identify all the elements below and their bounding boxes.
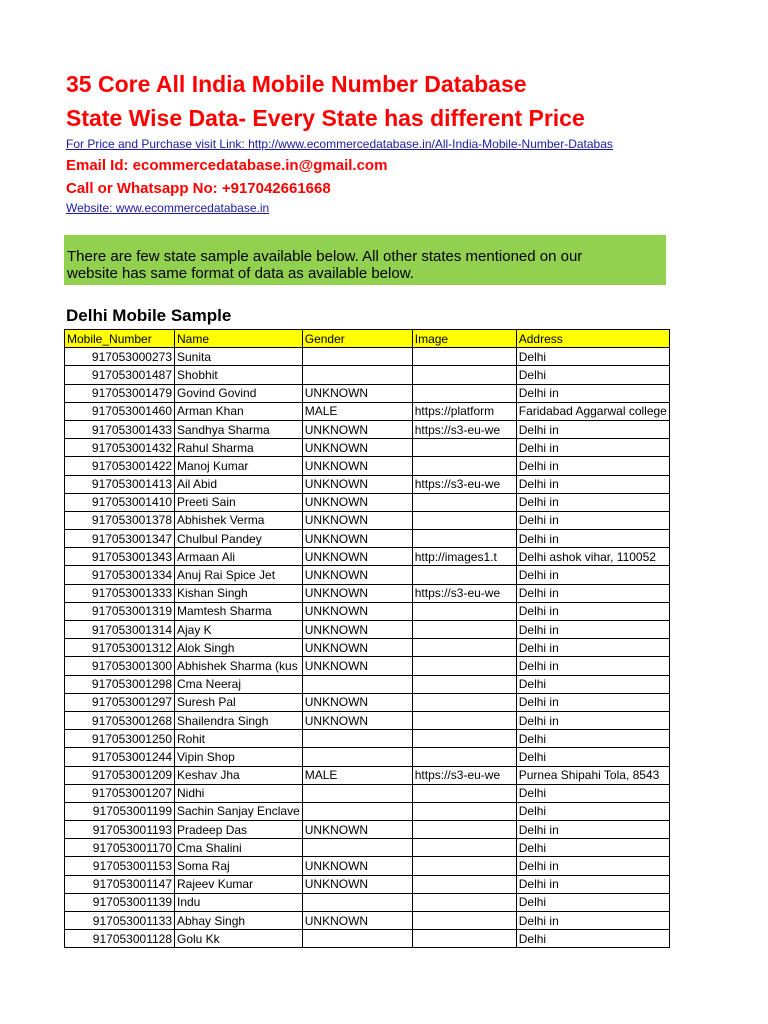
- address-cell: Delhi in: [516, 657, 669, 675]
- gender-cell: UNKNOWN: [302, 602, 412, 620]
- address-cell: Delhi: [516, 366, 669, 384]
- name-cell: Kishan Singh: [175, 584, 303, 602]
- address-cell: Delhi: [516, 748, 669, 766]
- name-cell: Vipin Shop: [175, 748, 303, 766]
- notice-line-1: There are few state sample available below. All other states mentioned on our: [67, 248, 583, 265]
- mobile-number-cell: 917053001487: [65, 366, 175, 384]
- gender-cell: UNKNOWN: [302, 639, 412, 657]
- table-row: [65, 802, 670, 820]
- gender-cell: UNKNOWN: [302, 693, 412, 711]
- gender-cell: [302, 730, 412, 748]
- table-row: [65, 348, 670, 366]
- gender-cell: UNKNOWN: [302, 493, 412, 511]
- name-cell: Mamtesh Sharma: [175, 602, 303, 620]
- table-row: [65, 912, 670, 930]
- address-cell: Faridabad Aggarwal college: [516, 402, 669, 420]
- section-title: Delhi Mobile Sample: [66, 306, 232, 325]
- name-cell: Arman Khan: [175, 402, 303, 420]
- table-row: [65, 566, 670, 584]
- name-cell: Cma Shalini: [175, 839, 303, 857]
- gender-cell: UNKNOWN: [302, 475, 412, 493]
- table-row: [65, 548, 670, 566]
- image-cell: [412, 821, 516, 839]
- table-row: [65, 693, 670, 711]
- table-row: [65, 639, 670, 657]
- address-cell: Delhi in: [516, 530, 669, 548]
- address-cell: Delhi: [516, 893, 669, 911]
- gender-cell: UNKNOWN: [302, 711, 412, 729]
- gender-cell: UNKNOWN: [302, 384, 412, 402]
- sample-data-table: [64, 329, 670, 948]
- address-cell: Delhi in: [516, 857, 669, 875]
- table-row: [65, 711, 670, 729]
- mobile-number-cell: 917053001413: [65, 475, 175, 493]
- table-row: [65, 675, 670, 693]
- image-cell: https://s3-eu-we: [412, 420, 516, 438]
- image-cell: [412, 912, 516, 930]
- address-cell: Delhi in: [516, 602, 669, 620]
- table-row: [65, 784, 670, 802]
- image-cell: [412, 857, 516, 875]
- table-row: [65, 657, 670, 675]
- mobile-number-cell: 917053001250: [65, 730, 175, 748]
- gender-cell: UNKNOWN: [302, 621, 412, 639]
- gender-cell: UNKNOWN: [302, 457, 412, 475]
- page-subtitle: State Wise Data- Every State has different Price: [66, 105, 585, 131]
- mobile-number-cell: 917053001268: [65, 711, 175, 729]
- gender-cell: [302, 366, 412, 384]
- mobile-number-cell: 917053001319: [65, 602, 175, 620]
- image-cell: [412, 675, 516, 693]
- mobile-number-cell: 917053001333: [65, 584, 175, 602]
- mobile-number-cell: 917053001199: [65, 802, 175, 820]
- name-cell: Shailendra Singh: [175, 711, 303, 729]
- mobile-number-cell: 917053001410: [65, 493, 175, 511]
- table-row: [65, 857, 670, 875]
- mobile-number-cell: 917053001139: [65, 893, 175, 911]
- mobile-number-cell: 917053001334: [65, 566, 175, 584]
- mobile-number-cell: 917053001244: [65, 748, 175, 766]
- gender-cell: [302, 893, 412, 911]
- table-row: [65, 839, 670, 857]
- image-cell: [412, 639, 516, 657]
- address-cell: Delhi in: [516, 493, 669, 511]
- gender-cell: UNKNOWN: [302, 439, 412, 457]
- name-cell: Suresh Pal: [175, 693, 303, 711]
- name-cell: Armaan Ali: [175, 548, 303, 566]
- table-row: [65, 602, 670, 620]
- name-cell: Cma Neeraj: [175, 675, 303, 693]
- mobile-number-cell: 917053001479: [65, 384, 175, 402]
- gender-cell: UNKNOWN: [302, 420, 412, 438]
- address-cell: Delhi: [516, 802, 669, 820]
- table-row: [65, 493, 670, 511]
- price-purchase-link[interactable]: For Price and Purchase visit Link: http://www.ecommercedatabase.in/All-India-Mobile-Number-Databas: [66, 137, 613, 151]
- image-cell: [412, 875, 516, 893]
- table-header-row: [65, 330, 670, 348]
- image-cell: [412, 802, 516, 820]
- table-row: [65, 420, 670, 438]
- image-cell: [412, 621, 516, 639]
- column-header-image: Image: [412, 330, 516, 348]
- name-cell: Alok Singh: [175, 639, 303, 657]
- gender-cell: [302, 675, 412, 693]
- address-cell: Delhi in: [516, 584, 669, 602]
- image-cell: http://images1.t: [412, 548, 516, 566]
- table-row: [65, 821, 670, 839]
- mobile-number-cell: 917053001300: [65, 657, 175, 675]
- table-row: [65, 893, 670, 911]
- gender-cell: [302, 784, 412, 802]
- name-cell: Anuj Rai Spice Jet: [175, 566, 303, 584]
- notice-banner: [64, 235, 666, 285]
- page-title: 35 Core All India Mobile Number Database: [66, 71, 527, 97]
- gender-cell: [302, 839, 412, 857]
- name-cell: Nidhi: [175, 784, 303, 802]
- table-row: [65, 730, 670, 748]
- gender-cell: UNKNOWN: [302, 821, 412, 839]
- gender-cell: UNKNOWN: [302, 875, 412, 893]
- mobile-number-cell: 917053001133: [65, 912, 175, 930]
- mobile-number-cell: 917053001347: [65, 530, 175, 548]
- name-cell: Preeti Sain: [175, 493, 303, 511]
- column-header-gender: Gender: [302, 330, 412, 348]
- gender-cell: MALE: [302, 402, 412, 420]
- address-cell: Delhi in: [516, 384, 669, 402]
- mobile-number-cell: 917053001314: [65, 621, 175, 639]
- mobile-number-cell: 917053000273: [65, 348, 175, 366]
- gender-cell: UNKNOWN: [302, 548, 412, 566]
- address-cell: Delhi: [516, 348, 669, 366]
- website-link[interactable]: Website: www.ecommercedatabase.in: [66, 201, 270, 215]
- image-cell: [412, 511, 516, 529]
- address-cell: Delhi in: [516, 621, 669, 639]
- gender-cell: [302, 348, 412, 366]
- name-cell: Manoj Kumar: [175, 457, 303, 475]
- table-row: [65, 457, 670, 475]
- image-cell: [412, 930, 516, 948]
- address-cell: Delhi in: [516, 639, 669, 657]
- image-cell: [412, 748, 516, 766]
- gender-cell: [302, 930, 412, 948]
- image-cell: [412, 384, 516, 402]
- gender-cell: UNKNOWN: [302, 511, 412, 529]
- table-row: [65, 748, 670, 766]
- address-cell: Delhi in: [516, 875, 669, 893]
- mobile-number-cell: 917053001297: [65, 693, 175, 711]
- mobile-number-cell: 917053001460: [65, 402, 175, 420]
- address-cell: Delhi: [516, 930, 669, 948]
- gender-cell: MALE: [302, 766, 412, 784]
- name-cell: Keshav Jha: [175, 766, 303, 784]
- image-cell: [412, 893, 516, 911]
- image-cell: [412, 602, 516, 620]
- image-cell: [412, 493, 516, 511]
- mobile-number-cell: 917053001343: [65, 548, 175, 566]
- table-row: [65, 366, 670, 384]
- image-cell: [412, 366, 516, 384]
- name-cell: Ajay K: [175, 621, 303, 639]
- table-row: [65, 530, 670, 548]
- table-row: [65, 621, 670, 639]
- name-cell: Pradeep Das: [175, 821, 303, 839]
- image-cell: [412, 839, 516, 857]
- address-cell: Delhi in: [516, 420, 669, 438]
- mobile-number-cell: 917053001312: [65, 639, 175, 657]
- address-cell: Purnea Shipahi Tola, 8543: [516, 766, 669, 784]
- mobile-number-cell: 917053001432: [65, 439, 175, 457]
- image-cell: [412, 657, 516, 675]
- address-cell: Delhi ashok vihar, 110052: [516, 548, 669, 566]
- image-cell: [412, 693, 516, 711]
- table-row: [65, 584, 670, 602]
- table-row: [65, 511, 670, 529]
- address-cell: Delhi: [516, 675, 669, 693]
- image-cell: [412, 530, 516, 548]
- gender-cell: UNKNOWN: [302, 912, 412, 930]
- image-cell: https://s3-eu-we: [412, 584, 516, 602]
- image-cell: [412, 730, 516, 748]
- name-cell: Abhishek Verma: [175, 511, 303, 529]
- name-cell: Indu: [175, 893, 303, 911]
- mobile-number-cell: 917053001209: [65, 766, 175, 784]
- name-cell: Rahul Sharma: [175, 439, 303, 457]
- image-cell: https://platform: [412, 402, 516, 420]
- notice-line-2: website has same format of data as available below.: [67, 265, 414, 282]
- address-cell: Delhi in: [516, 821, 669, 839]
- image-cell: https://s3-eu-we: [412, 766, 516, 784]
- name-cell: Sunita: [175, 348, 303, 366]
- column-header-name: Name: [175, 330, 303, 348]
- name-cell: Sandhya Sharma: [175, 420, 303, 438]
- mobile-number-cell: 917053001298: [65, 675, 175, 693]
- name-cell: Abhishek Sharma (kus: [175, 657, 303, 675]
- name-cell: Shobhit: [175, 366, 303, 384]
- name-cell: Rajeev Kumar: [175, 875, 303, 893]
- address-cell: Delhi in: [516, 693, 669, 711]
- address-cell: Delhi in: [516, 566, 669, 584]
- phone-contact: Call or Whatsapp No: +917042661668: [66, 180, 331, 197]
- address-cell: Delhi in: [516, 439, 669, 457]
- email-contact: Email Id: ecommercedatabase.in@gmail.com: [66, 157, 388, 174]
- name-cell: Rohit: [175, 730, 303, 748]
- image-cell: [412, 348, 516, 366]
- address-cell: Delhi in: [516, 457, 669, 475]
- name-cell: Golu Kk: [175, 930, 303, 948]
- gender-cell: UNKNOWN: [302, 584, 412, 602]
- table-row: [65, 384, 670, 402]
- name-cell: Govind Govind: [175, 384, 303, 402]
- mobile-number-cell: 917053001433: [65, 420, 175, 438]
- gender-cell: UNKNOWN: [302, 566, 412, 584]
- image-cell: [412, 457, 516, 475]
- mobile-number-cell: 917053001147: [65, 875, 175, 893]
- address-cell: Delhi: [516, 784, 669, 802]
- table-row: [65, 875, 670, 893]
- image-cell: [412, 711, 516, 729]
- gender-cell: [302, 802, 412, 820]
- name-cell: Chulbul Pandey: [175, 530, 303, 548]
- image-cell: [412, 439, 516, 457]
- image-cell: [412, 784, 516, 802]
- column-header-address: Address: [516, 330, 669, 348]
- gender-cell: UNKNOWN: [302, 657, 412, 675]
- mobile-number-cell: 917053001193: [65, 821, 175, 839]
- address-cell: Delhi in: [516, 711, 669, 729]
- name-cell: Ail Abid: [175, 475, 303, 493]
- gender-cell: [302, 748, 412, 766]
- mobile-number-cell: 917053001128: [65, 930, 175, 948]
- gender-cell: UNKNOWN: [302, 857, 412, 875]
- name-cell: Sachin Sanjay Enclave: [175, 802, 303, 820]
- address-cell: Delhi in: [516, 511, 669, 529]
- mobile-number-cell: 917053001378: [65, 511, 175, 529]
- mobile-number-cell: 917053001422: [65, 457, 175, 475]
- address-cell: Delhi: [516, 730, 669, 748]
- image-cell: https://s3-eu-we: [412, 475, 516, 493]
- name-cell: Soma Raj: [175, 857, 303, 875]
- address-cell: Delhi in: [516, 912, 669, 930]
- mobile-number-cell: 917053001153: [65, 857, 175, 875]
- gender-cell: UNKNOWN: [302, 530, 412, 548]
- table-row: [65, 402, 670, 420]
- mobile-number-cell: 917053001207: [65, 784, 175, 802]
- address-cell: Delhi in: [516, 475, 669, 493]
- table-row: [65, 766, 670, 784]
- table-row: [65, 439, 670, 457]
- mobile-number-cell: 917053001170: [65, 839, 175, 857]
- table-row: [65, 475, 670, 493]
- table-row: [65, 930, 670, 948]
- image-cell: [412, 566, 516, 584]
- name-cell: Abhay Singh: [175, 912, 303, 930]
- address-cell: Delhi: [516, 839, 669, 857]
- column-header-mobile-number: Mobile_Number: [65, 330, 175, 348]
